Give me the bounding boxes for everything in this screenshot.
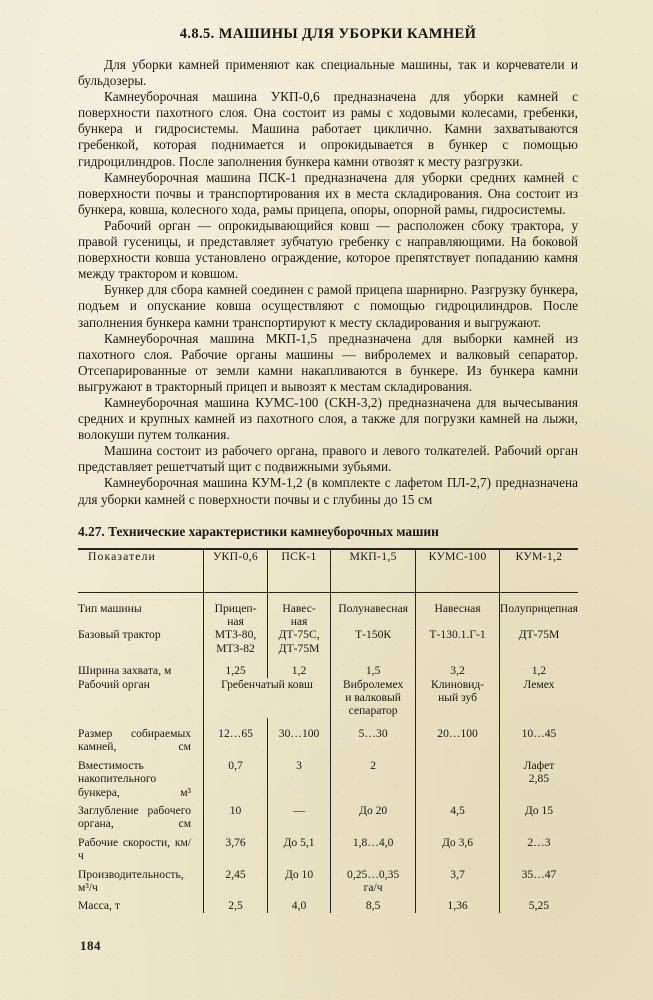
table-cell: 2,5 (204, 899, 268, 912)
table-cell: 4,0 (268, 899, 331, 912)
row-label: Ширина захвата, м (78, 664, 172, 678)
table-cell: 30…100 (268, 727, 331, 754)
table-cell: МТЗ-80, МТЗ-82 (204, 628, 268, 655)
row-label: Производительность, м³/ч (78, 867, 184, 894)
table-cell: 0,25…0,35 га/ч (331, 868, 416, 895)
table-cell: Т-150К (331, 628, 416, 655)
table-row (78, 836, 578, 863)
page-number: 184 (80, 938, 101, 953)
table-cell: ДТ-75С, ДТ-75М (268, 628, 331, 655)
table-spacer-row (78, 655, 578, 664)
table-cell: Клиновид- ный зуб (416, 678, 500, 718)
table-caption: 4.27. Технические характеристики камнеуборочных машин (78, 523, 439, 539)
paragraph-2: Камнеуборочная машина УКП-0,6 предназначена для уборки камней с поверхности пахотного слоя. Она состоит из рамы с ходовыми колесами, гребенки, бункера и гидросистемы. Машина работает циклично. Камни захватываются гребенкой, которая поднимается и опрокидывается в бункер с помощью гидроцилиндров. После заполнения бункера камни отвозят к месту разгрузки. (78, 89, 578, 169)
row-label: Базовый трактор (78, 628, 161, 642)
table-cell: До 5,1 (268, 836, 331, 863)
table-cell: 3,76 (204, 836, 268, 863)
table-cell: 8,5 (331, 899, 416, 912)
table-cell: 3,7 (416, 868, 500, 895)
table-row (78, 868, 578, 895)
column-header-3: МКП-1,5 (331, 549, 416, 593)
table-cell: 12…65 (204, 727, 268, 754)
table-cell: 2…3 (499, 836, 578, 863)
table-cell: Прицеп- ная (204, 602, 268, 629)
table-cell: 1,5 (331, 664, 416, 677)
column-header-4: КУМС-100 (416, 549, 500, 593)
table-cell: 5…30 (331, 727, 416, 754)
table-cell: ДТ-75М (499, 628, 578, 655)
table-cell: До 20 (331, 804, 416, 831)
table-cell: Навесная (416, 602, 500, 629)
table-row (78, 727, 578, 754)
table-row (78, 804, 578, 831)
table-cell: 1,2 (499, 664, 578, 677)
table-cell: 0,7 (204, 759, 268, 799)
paragraph-7: Камнеуборочная машина КУМС-100 (СКН-3,2) предназначена для вычесывания средних и крупных камней из пахотного слоя, а также для погрузки камней на лыжи, волокуши путем толкания. (78, 394, 578, 443)
table-cell: 10…45 (499, 727, 578, 754)
table-cell: Гребенчатый ковш (204, 678, 331, 718)
row-label: Вместимость накопительного бункера, м³ (78, 758, 192, 799)
row-label: Масса, т (78, 899, 120, 913)
table-row (78, 602, 578, 629)
table-row (78, 628, 578, 655)
table-row (78, 664, 578, 677)
table-cell: Вибролемех и валковый сепаратор (331, 678, 416, 718)
table-cell: 1,8…4,0 (331, 836, 416, 863)
row-label: Заглубление рабочего органа, см (78, 803, 192, 831)
table-cell: Навес- ная (268, 602, 331, 629)
table-cell: 35…47 (499, 868, 578, 895)
table-cell: Полунавесная (331, 602, 416, 629)
paragraph-9: Камнеуборочная машина КУМ-1,2 (в комплекте с лафетом ПЛ-2,7) предназначена для уборки камней с поверхности почвы и с глубины до 15 см (78, 475, 578, 507)
table-cell (416, 759, 500, 799)
row-label: Рабочие скорости, км/ч (78, 835, 192, 863)
paragraph-1: Для уборки камней применяют как специальные машины, так и корчеватели и бульдозеры. (78, 57, 578, 89)
table-cell: 4,5 (416, 804, 500, 831)
table-header-rule (78, 592, 578, 602)
table-cell: 1,25 (204, 664, 268, 677)
table-row (78, 759, 578, 799)
paragraph-5: Бункер для сбора камней соединен с рамой прицепа шарнирно. Разгрузку бункера, подъем и опускание ковша осуществляют с помощью гидроцилиндров. После заполнения бункера камни транспортируют к месту складирования и выгружают. (78, 282, 578, 330)
row-label: Рабочий орган (78, 677, 150, 691)
paragraph-4: Рабочий орган — опрокидывающийся ковш — расположен сбоку трактора, у правой гусеницы, и представляет зубчатую гребенку с направляющими. На боковой поверхности ковша установлено ограждение, которое препятствует попаданию камня между трактором и ковшом. (78, 217, 578, 282)
table-spacer-row (78, 718, 578, 727)
row-label: Тип машины (78, 601, 142, 615)
paragraph-6: Камнеуборочная машина МКП-1,5 предназначена для выборки камней из пахотного слоя. Рабочие органы машины — вибролемех и валковый сепаратор. Отсепарированные от земли камни накапливаются в бункере. Из бункера камни выгружают в тракторный прицеп и вывозят к местам складирования. (78, 330, 578, 394)
table-row (78, 899, 578, 912)
column-header-2: ПСК-1 (268, 549, 331, 593)
table-cell: Лафет 2,85 (499, 759, 578, 799)
table-cell: 1,2 (268, 664, 331, 677)
paragraph-8: Машина состоит из рабочего органа, правого и левого толкателей. Рабочий орган представляет решетчатый щит с подвижными зубьями. (78, 443, 578, 475)
row-label: Размер собираемых камней, см (78, 726, 192, 754)
column-header-5: КУМ-1,2 (499, 549, 578, 593)
table-cell: 2 (331, 759, 416, 799)
table-cell: Т-130.1.Г-1 (416, 628, 500, 655)
table-cell: 5,25 (499, 899, 578, 912)
column-header-1: УКП-0,6 (204, 549, 268, 593)
table-cell: — (268, 804, 331, 831)
table-cell: 20…100 (416, 727, 500, 754)
paragraph-3: Камнеуборочная машина ПСК-1 предназначена для уборки средних камней с поверхности почвы и транспортирования их в места складирования. Она состоит из бункера, ковша, колесного хода, рамы прицепа, опоры, опорной рамы, гидросистемы. (78, 169, 578, 217)
table-cell: 3 (268, 759, 331, 799)
table-cell: До 10 (268, 868, 331, 895)
table-cell: Лемех (499, 678, 578, 718)
specifications-table (78, 548, 578, 913)
table-cell: 10 (204, 804, 268, 831)
table-body (78, 592, 578, 913)
page-content (78, 26, 578, 913)
column-header-0: Показатели (78, 549, 204, 593)
table-header-row (78, 549, 578, 593)
table-cell: 3,2 (416, 664, 500, 677)
table-row (78, 678, 578, 718)
table-cell: Полуприцепная (499, 602, 578, 629)
table-cell: 1,36 (416, 899, 500, 912)
page-title: 4.8.5. МАШИНЫ ДЛЯ УБОРКИ КАМНЕЙ (179, 26, 477, 42)
table-cell: До 15 (499, 804, 578, 831)
table-cell: 2,45 (204, 868, 268, 895)
table-cell: До 3,6 (416, 836, 500, 863)
